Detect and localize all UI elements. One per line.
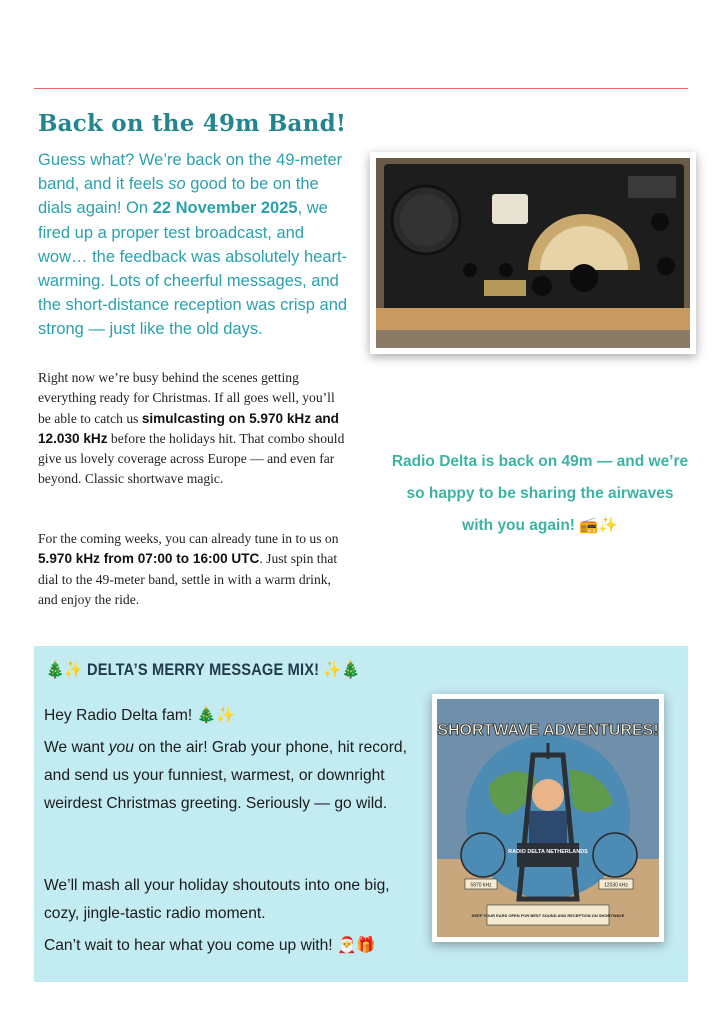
article-title: Back on the 49m Band! — [38, 110, 347, 137]
poster-station: RADIO DELTA NETHERLANDS — [508, 849, 588, 855]
callout-quote: Radio Delta is back on 49m — and we’re so happy to be sharing the airwaves with you again! 📻✨ — [391, 453, 689, 534]
paragraph-schedule: For the coming weeks, you can already tune in to us on 5.970 kHz from 07:00 to 16:00 UTC. Just spin that dial to the 49-meter band, settle in with a warm drink, and enjoy the ride. — [38, 531, 339, 607]
schedule-frequency: 5.970 kHz from 07:00 to 16:00 UTC — [38, 551, 260, 567]
christmas-mashup-text: We’ll mash all your holiday shoutouts into one big, cozy, jingle-tastic radio moment. — [44, 877, 390, 922]
radio-receiver-photo — [370, 152, 696, 354]
article-lead: Guess what? We’re back on the 49-meter band, and it feels so good to be on the dials again! On 22 November 2025, we fired up a proper test broadcast, and wow… the feedback was absolutely heart-warming. Lots of cheerful messages, and the short-distance reception was crisp and strong — just like the old days. — [38, 151, 348, 339]
simulcast-frequencies: simulcasting on 5.970 kHz and 12.030 kHz — [38, 410, 339, 446]
paragraph-christmas-plans: Right now we’re busy behind the scenes getting everything ready for Christmas. If all goes well, you’ll be able to catch us simulcasting on 5.970 kHz and 12.030 kHz before the holidays hit. That combo should give us lovely coverage across Europe — and even far beyond. Classic shortwave magic. — [38, 370, 345, 487]
christmas-greeting: Hey Radio Delta fam! 🎄✨ — [44, 707, 236, 724]
poster-freq-right: 12030 kHz — [604, 882, 628, 889]
christmas-panel — [34, 646, 688, 982]
poster-tagline: KEEP YOUR EARS OPEN FOR BEST SOUND AND RECEPTION ON SHORTWAVE — [471, 913, 625, 918]
top-divider — [34, 88, 688, 89]
christmas-signoff: Can’t wait to hear what you come up with! 🎅🎁 — [44, 937, 376, 954]
christmas-title: 🎄✨ DELTA’S MERRY MESSAGE MIX! ✨🎄 — [46, 660, 361, 679]
test-date: 22 November 2025 — [152, 199, 298, 218]
poster-freq-left: 5970 kHz — [470, 882, 492, 889]
poster-headline: SHORTWAVE ADVENTURES! — [437, 722, 659, 739]
christmas-invitation: We want you on the air! Grab your phone, hit record, and send us your funniest, warmest, or downright weirdest Christmas greeting. Seriously — go wild. — [44, 739, 407, 812]
shortwave-adventures-poster — [432, 694, 664, 942]
